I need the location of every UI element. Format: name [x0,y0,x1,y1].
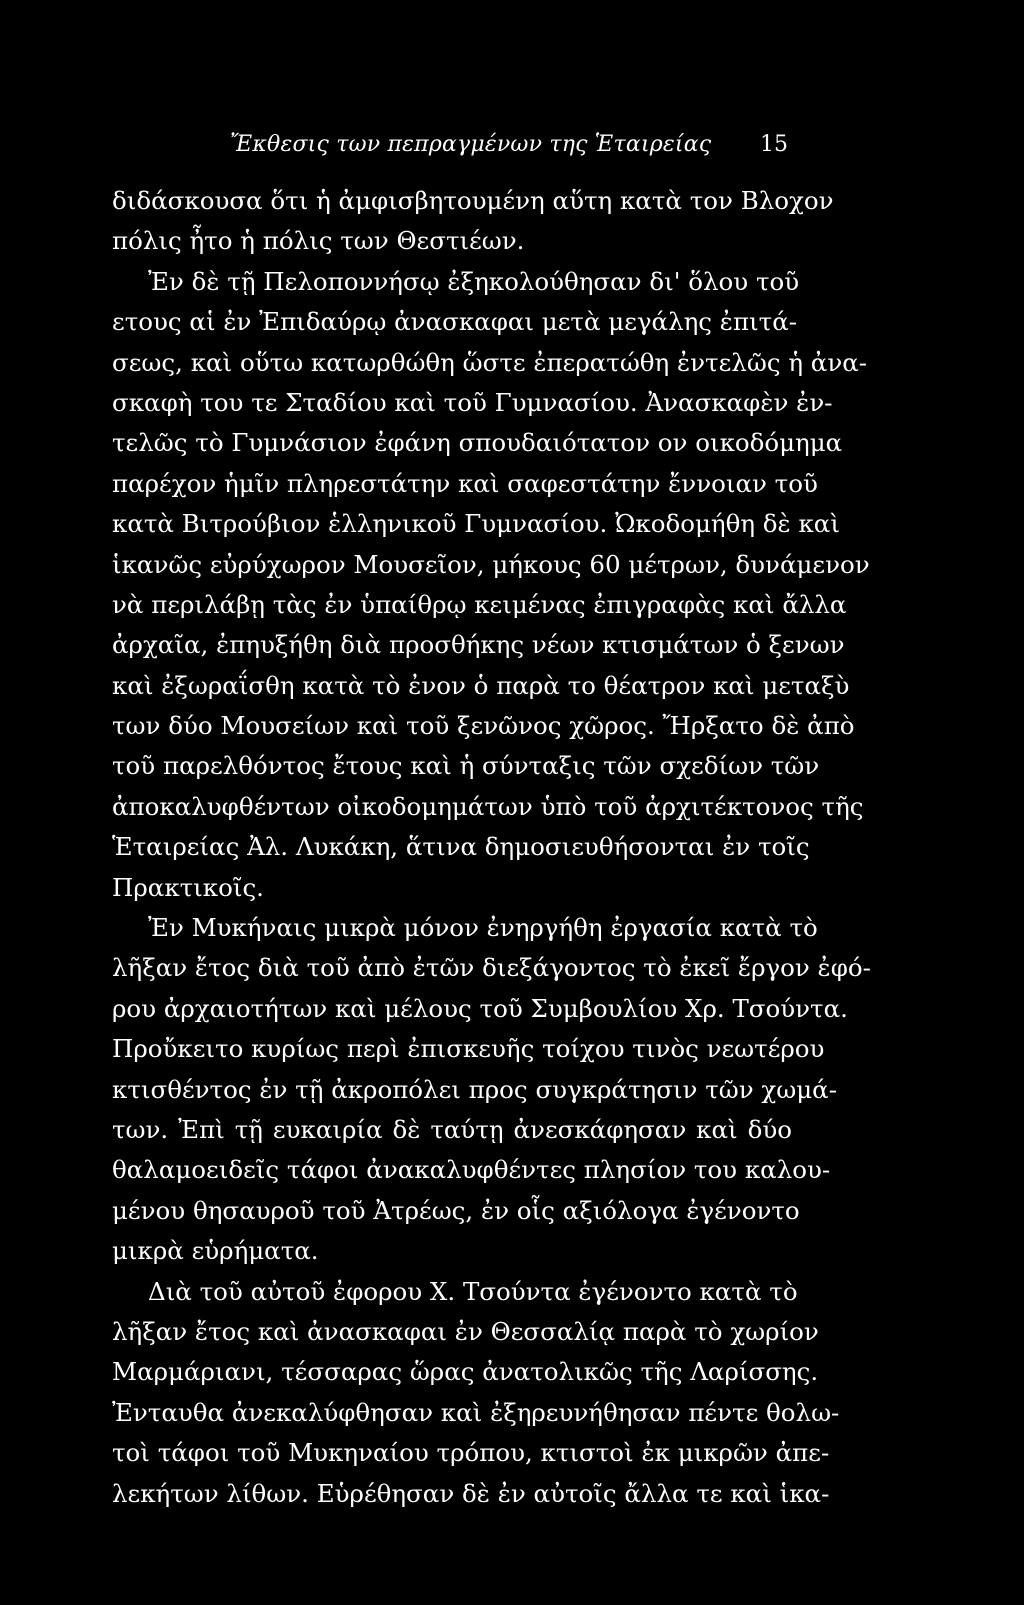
text-line: τελῶς τὸ Γυμνάσιον ἐφάνη σπουδαιότατον ον οικοδόμημα [112,428,843,458]
text-line: κτισθέντος ἐν τῇ ἀκροπόλει προς συγκράτησιν τῶν χωμά- [112,1074,837,1104]
text-line: Ἐνταυθα ἀνεκαλύφθησαν καὶ ἐξηρευνήθησαν πέντε θολω- [112,1397,840,1427]
text-line: σεως, καὶ οὕτω κατωρθώθη ὥστε ἐπερατώθη ἐντελῶς ἡ ἀνα- [112,347,868,377]
text-line: ετους αἱ ἐν Ἐπιδαύρῳ ἀνασκαφαι μετὰ μεγάλης ἐπιτά- [112,307,798,337]
text-line: νὰ περιλάβῃ τὰς ἐν ὑπαίθρῳ κειμένας ἐπιγραφὰς καὶ ἄλλα [112,589,847,619]
text-line: παρέχον ἡμῖν πληρεστάτην καὶ σαφεστάτην ἔννοιαν τοῦ [112,468,818,498]
text-line: λῆξαν ἔτος καὶ ἀνασκαφαι ἐν Θεσσαλίᾳ παρὰ τὸ χωρίον [112,1316,819,1346]
text-line: των δύο Μουσείων καὶ τοῦ ξενῶνος χῶρος. Ἤρξατο δὲ ἀπὸ [112,711,855,741]
text-line: λεκήτων λίθων. Εὑρέθησαν δὲ ἐν αὐτοῖς ἄλλα τε καὶ ἱκα- [112,1478,830,1508]
text-line: θαλαμοειδεῖς τάφοι ἀνακαλυφθέντες πλησίον του καλου- [112,1155,831,1185]
text-line: σκαφὴ του τε Σταδίου καὶ τοῦ Γυμνασίου. Ἀνασκαφὲν ἐν- [112,387,833,417]
text-line: Ἐν Μυκήναις μικρὰ μόνον ἐνηργήθη ἐργασία κατὰ τὸ [148,913,818,943]
text-line: λῆξαν ἔτος διὰ τοῦ ἀπὸ ἐτῶν διεξάγοντος τὸ ἐκεῖ ἔργον ἐφό- [112,953,871,983]
text-line: Ἐν δὲ τῇ Πελοποννήσῳ ἐξηκολούθησαν δι' ὅλου τοῦ [148,266,800,296]
text-line: Μαρμάριανι, τέσσαρας ὥρας ἀνατολικῶς τῆς Λαρίσσης. [112,1357,819,1387]
text-line: μικρὰ εὑρήματα. [112,1236,319,1266]
page-number: 15 [760,132,788,157]
text-line: τοὶ τάφοι τοῦ Μυκηναίου τρόπου, κτιστοὶ ἐκ μικρῶν ἀπε- [112,1438,830,1468]
text-line: Ἑταιρείας Ἀλ. Λυκάκη, ἅτινα δημοσιευθήσονται ἐν τοῖς [112,832,810,862]
running-head [112,132,788,166]
running-title: Ἔκθεσις των πεπραγμένων της Ἑταιρείας [230,132,712,157]
text-line: ἀποκαλυφθέντων οἰκοδομημάτων ὑπὸ τοῦ ἀρχιτέκτονος τῆς [112,791,864,821]
text-line: καὶ ἐξωραΐσθη κατὰ τὸ ἐνον ὁ παρὰ το θέατρον καὶ μεταξὺ [112,670,850,700]
body-text [112,181,871,1514]
text-line: διδάσκουσα ὅτι ἡ ἀμφισβητουμένη αὕτη κατὰ τον Βλοχον [112,186,834,215]
text-line: ἀρχαῖα, ἐπηυξήθη διὰ προσθήκης νέων κτισμάτων ὁ ξενων [112,630,845,660]
text-line: Προὔκειτο κυρίως περὶ ἐπισκευῆς τοίχου τινὸς νεωτέρου [112,1034,825,1064]
text-line: τοῦ παρελθόντος ἔτους καὶ ἡ σύνταξις τῶν σχεδίων τῶν [112,751,820,781]
text-line: των. Ἐπὶ τῇ ευκαιρία δὲ ταύτῃ ἀνεσκάφησαν καὶ δύο [112,1114,792,1144]
text-line: πόλις ἦτο ἡ πόλις των Θεστιέων. [112,226,525,256]
text-line: κατὰ Βιτρούβιον ἑλληνικοῦ Γυμνασίου. Ὠκοδομήθη δὲ καὶ [112,509,840,539]
text-line: Πρακτικοῖς. [112,872,264,902]
text-line: ἱκανῶς εὐρύχωρον Μουσεῖον, μήκους 60 μέτρων, δυνάμενον [112,549,870,579]
text-line: ρου ἀρχαιοτήτων καὶ μέλους τοῦ Συμβουλίου Χρ. Τσούντα. [112,993,848,1023]
text-line: μένου θησαυροῦ τοῦ Ἀτρέως, ἐν οἷς αξιόλογα ἐγένοντο [112,1195,800,1225]
text-line: Διὰ τοῦ αὐτοῦ ἐφορου Χ. Τσούντα ἐγένοντο κατὰ τὸ [148,1276,798,1306]
